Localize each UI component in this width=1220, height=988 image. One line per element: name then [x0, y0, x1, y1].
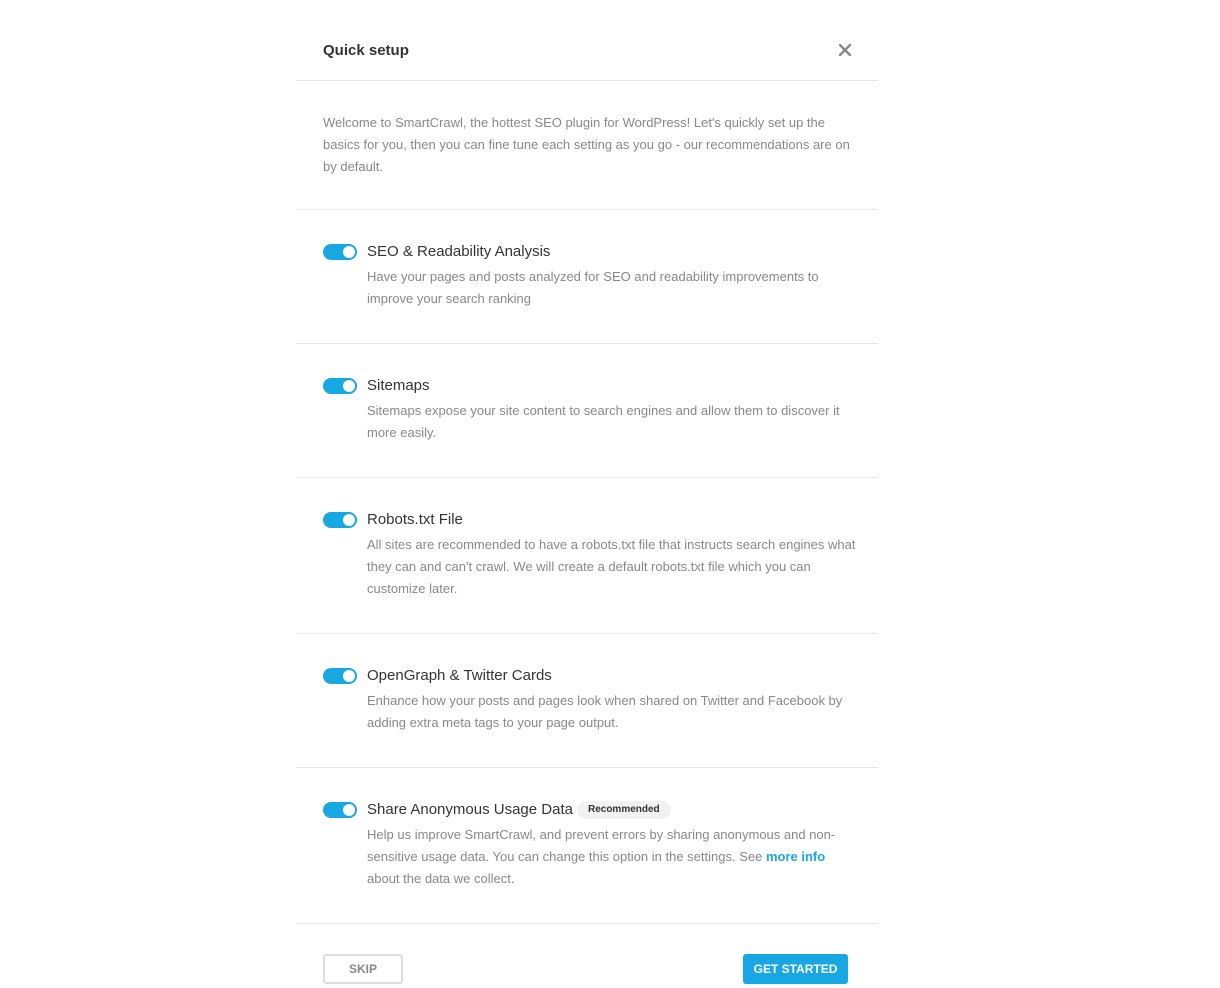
option-opengraph-twitter: [296, 634, 878, 768]
intro-text: Welcome to SmartCrawl, the hottest SEO plugin for WordPress! Let's quickly set up the basics for you, then you can fine tune each setting as you go - our recommendations are on by default.: [296, 81, 878, 210]
option-body: [367, 666, 861, 734]
description-before: Help us improve SmartCrawl, and prevent errors by sharing anonymous and non-sensitive usage data. You can change this option in the settings. See: [367, 827, 836, 864]
toggle-knob: [343, 514, 355, 526]
description-after: about the data we collect.: [367, 871, 515, 886]
get-started-button[interactable]: GET STARTED: [743, 954, 848, 984]
option-title: [367, 242, 861, 262]
option-description: [367, 824, 861, 890]
more-info-link[interactable]: more info: [765, 849, 826, 864]
option-title: [367, 376, 861, 396]
skip-button[interactable]: SKIP: [323, 954, 403, 984]
option-title-text: SEO & Readability Analysis: [367, 243, 551, 260]
toggle-seo-readability[interactable]: [323, 244, 357, 260]
option-description: All sites are recommended to have a robots.txt file that instructs search engines what they can and can't crawl. We will create a default robots.txt file which you can customize later.: [367, 537, 856, 596]
modal-header: [296, 20, 878, 81]
toggle-usage-data[interactable]: [323, 802, 357, 818]
option-title: [367, 800, 861, 820]
toggle-robots-txt[interactable]: [323, 512, 357, 528]
option-body: [367, 242, 861, 310]
toggle-knob: [343, 804, 355, 816]
option-description: Enhance how your posts and pages look when shared on Twitter and Facebook by adding extra meta tags to your page output.: [367, 693, 843, 730]
option-title-text: Robots.txt File: [367, 511, 463, 528]
option-robots-txt: [296, 478, 878, 634]
close-button[interactable]: [835, 40, 855, 60]
option-description: Have your pages and posts analyzed for SEO and readability improvements to improve your search ranking: [367, 269, 819, 306]
option-sitemaps: [296, 344, 878, 478]
modal-footer: [296, 924, 878, 984]
close-icon: [839, 44, 851, 56]
option-title-text: OpenGraph & Twitter Cards: [367, 667, 552, 684]
quick-setup-modal: [296, 20, 878, 984]
toggle-knob: [343, 670, 355, 682]
toggle-sitemaps[interactable]: [323, 378, 357, 394]
toggle-knob: [343, 246, 355, 258]
modal-title: Quick setup: [323, 41, 409, 59]
recommended-badge: Recommended: [577, 801, 671, 819]
option-body: [367, 376, 861, 444]
option-title: [367, 510, 861, 530]
option-description: Sitemaps expose your site content to search engines and allow them to discover it more easily.: [367, 403, 840, 440]
toggle-opengraph-twitter[interactable]: [323, 668, 357, 684]
option-title-text: Sitemaps: [367, 377, 430, 394]
option-usage-data: [296, 768, 878, 924]
option-seo-readability: [296, 210, 878, 344]
option-body: [367, 800, 861, 890]
option-body: [367, 510, 861, 600]
option-title-text: Share Anonymous Usage Data: [367, 801, 573, 818]
option-title: [367, 666, 861, 686]
toggle-knob: [343, 380, 355, 392]
